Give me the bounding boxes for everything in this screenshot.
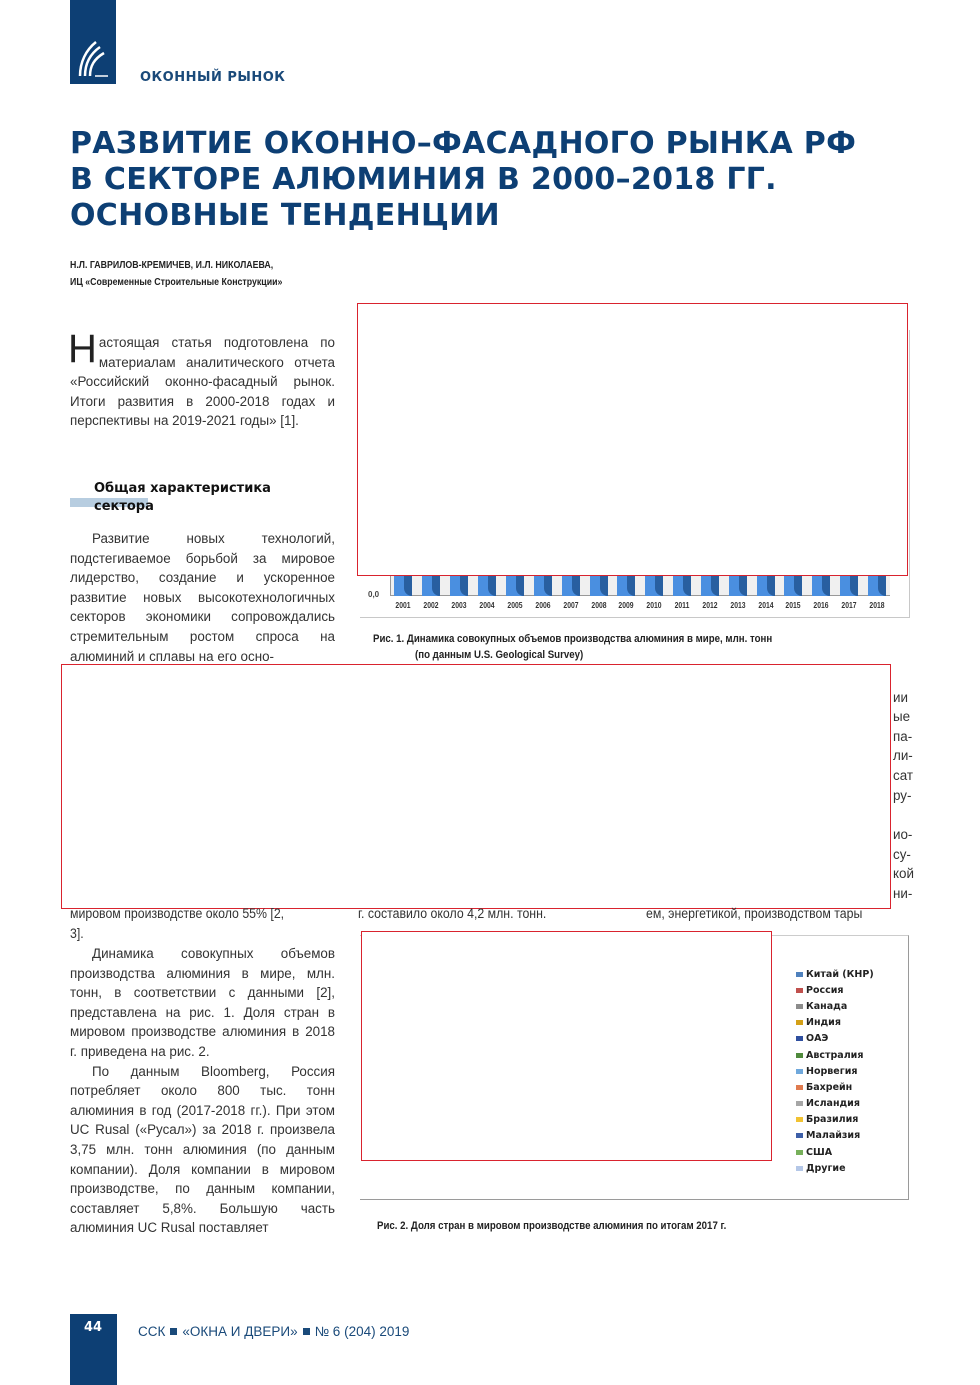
text-fragment: ые — [893, 709, 911, 724]
intro-text: астоящая статья подготовлена по материалам аналитического отчета «Российский оконно-фасадный рынок. Итоги развития в 2000-2018 годах и перспективы на 2019-2021 годы» [1]. — [70, 335, 335, 429]
legend-label: Австралия — [806, 1049, 864, 1061]
redacted-region — [357, 303, 908, 576]
page-number: 44 — [84, 1320, 103, 1335]
x-tick: 2003 — [451, 601, 467, 610]
legend-label: Индия — [806, 1017, 841, 1029]
chart-bar — [590, 576, 608, 596]
legend-swatch-icon — [796, 1133, 803, 1138]
paragraph-text: Динамика совокупных объемов производства алюминия в мире, млн. тонн, в соответствии с данными [2], представлена на рис. 1. Доля стран в мировом производстве алюминия в 2018 г. приведена на рис. 2. — [70, 946, 335, 1059]
legend-label: Бразилия — [806, 1114, 859, 1126]
x-tick: 2013 — [730, 601, 746, 610]
x-tick: 2014 — [758, 601, 774, 610]
body-paragraph-1 — [70, 529, 335, 664]
x-tick: 2018 — [869, 601, 885, 610]
section-subheading: Общая характеристика сектора — [94, 481, 271, 514]
legend-item — [796, 1031, 874, 1047]
text-fragment: ии — [893, 690, 908, 705]
issue-number: № 6 (204) 2019 — [314, 1324, 410, 1339]
legend-item — [796, 1047, 874, 1063]
chart-bar — [701, 576, 719, 596]
chart-bar — [394, 576, 412, 596]
chart-bar — [840, 576, 858, 596]
section-label: ОКОННЫЙ РЫНОК — [140, 70, 286, 85]
chart-bar — [562, 576, 580, 596]
legend-item — [796, 1015, 874, 1031]
legend-label: Канада — [806, 1000, 848, 1012]
legend-swatch-icon — [796, 1069, 803, 1074]
authors: Н.Л. ГАВРИЛОВ-КРЕМИЧЕВ, И.Л. НИКОЛАЕВА, — [70, 260, 274, 271]
x-tick: 2007 — [563, 601, 579, 610]
chart-bar — [617, 576, 635, 596]
chart-bar — [868, 576, 886, 596]
text-fragment: па- — [893, 729, 913, 744]
publication-info — [138, 1324, 409, 1339]
redacted-region — [61, 664, 891, 909]
legend-label: ОАЭ — [806, 1033, 829, 1045]
figure-1-caption: Рис. 1. Динамика совокупных объемов производства алюминия в мире, млн. тонн — [373, 633, 773, 645]
legend-swatch-icon — [796, 1004, 803, 1009]
x-tick: 2017 — [841, 601, 857, 610]
text-fragment: сат — [893, 768, 913, 783]
legend-item — [796, 1063, 874, 1079]
chart-bar — [422, 576, 440, 596]
legend-label: Исландия — [806, 1098, 860, 1110]
legend-swatch-icon — [796, 1117, 803, 1122]
legend-item — [796, 1096, 874, 1112]
legend-swatch-icon — [796, 972, 803, 977]
legend-item — [796, 966, 874, 982]
x-tick: 2012 — [702, 601, 718, 610]
legend-swatch-icon — [796, 1150, 803, 1155]
legend-swatch-icon — [796, 988, 803, 993]
paragraph-text: По данным Bloomberg, Россия потребляет около 800 тыс. тонн алюминия в год (2017-2018 гг.). При этом UC Rusal («Русал») за 2018 г. произвела 3,75 млн. тонн алюминия (по данным компании). Доля компании в мировом производстве, по данным компании, составляет 5,8%. Большую часть алюминия UC Rusal поставляет — [70, 1063, 335, 1236]
column-2-text-line: г. составило около 4,2 млн. тонн. — [358, 906, 547, 921]
legend-label: Бахрейн — [806, 1081, 853, 1093]
chart-bar — [506, 576, 524, 596]
x-tick: 2001 — [395, 601, 411, 610]
legend-label: Малайзия — [806, 1130, 861, 1142]
legend-item — [796, 1079, 874, 1095]
square-separator-icon — [303, 1328, 310, 1335]
text-fragment: кой — [893, 866, 914, 881]
affiliation: ИЦ «Современные Строительные Конструкции» — [70, 277, 283, 288]
legend-label: Норвегия — [806, 1065, 858, 1077]
text-fragment: ио- — [893, 827, 913, 842]
chart-bar — [812, 576, 830, 596]
legend-swatch-icon — [796, 1020, 803, 1025]
legend-swatch-icon — [796, 1085, 803, 1090]
text-fragment: ли- — [893, 748, 913, 763]
chart-bar — [757, 576, 775, 596]
legend-label: Другие — [806, 1162, 846, 1174]
text-fragment: ру- — [893, 788, 912, 803]
chart-bar — [673, 576, 691, 596]
publisher-name: ССК — [138, 1324, 166, 1339]
x-tick: 2006 — [535, 601, 551, 610]
magazine-logo — [70, 0, 116, 84]
intro-paragraph — [68, 327, 335, 431]
y-axis-tick: 0,0 — [368, 590, 380, 599]
legend-item — [796, 1112, 874, 1128]
x-tick: 2005 — [507, 601, 523, 610]
figure-2-caption: Рис. 2. Доля стран в мировом производстве алюминия по итогам 2017 г. — [377, 1220, 727, 1232]
title-line: ОСНОВНЫЕ ТЕНДЕНЦИИ — [70, 198, 500, 233]
x-tick: 2016 — [813, 601, 829, 610]
x-tick: 2004 — [479, 601, 495, 610]
legend-item — [796, 982, 874, 998]
legend-item — [796, 1144, 874, 1160]
chart-bar — [478, 576, 496, 596]
x-tick: 2015 — [785, 601, 801, 610]
chart-bar — [729, 576, 747, 596]
legend-label: США — [806, 1146, 833, 1158]
drop-cap: Н — [68, 327, 97, 371]
column-1-text-line: 3]. — [70, 926, 84, 941]
legend-item — [796, 1128, 874, 1144]
x-tick: 2009 — [618, 601, 634, 610]
legend-label: Россия — [806, 984, 844, 996]
chart-bar — [784, 576, 802, 596]
title-line: В СЕКТОРЕ АЛЮМИНИЯ В 2000–2018 ГГ. — [70, 162, 777, 197]
magazine-name: «ОКНА И ДВЕРИ» — [182, 1324, 298, 1339]
magazine-logo-icon — [76, 38, 110, 78]
x-tick: 2002 — [423, 601, 439, 610]
legend-item — [796, 1160, 874, 1176]
chart-bar — [645, 576, 663, 596]
paragraph-text: Развитие новых технологий, подстегиваемое борьбой за мировое лидерство, создание и ускоренное развитие новых высокотехнологичных секторов экономики сопровождались стремительным ростом спроса на алюминий и сплавы на его осно- — [70, 531, 335, 664]
x-tick: 2008 — [591, 601, 607, 610]
chart-bar — [450, 576, 468, 596]
redacted-region — [361, 931, 772, 1161]
figure-1-caption-source: (по данным U.S. Geological Survey) — [415, 649, 584, 661]
title-line: РАЗВИТИЕ ОКОННО–ФАСАДНОГО РЫНКА РФ — [70, 126, 857, 161]
text-fragment: ни- — [893, 886, 913, 901]
legend-swatch-icon — [796, 1166, 803, 1171]
chart-bar — [534, 576, 552, 596]
article-title — [70, 126, 870, 234]
legend-item — [796, 998, 874, 1014]
body-paragraph-2 — [70, 944, 335, 1238]
legend-label: Китай (КНР) — [806, 968, 874, 980]
column-3-text-line: ем, энергетикой, производством тары — [646, 906, 863, 921]
x-tick: 2010 — [646, 601, 662, 610]
legend-swatch-icon — [796, 1101, 803, 1106]
column-1-text-line: мировом производстве около 55% [2, — [70, 906, 285, 921]
text-fragment: су- — [893, 847, 911, 862]
figure-2-legend — [796, 966, 874, 1176]
square-separator-icon — [170, 1328, 177, 1335]
author-block — [70, 257, 311, 291]
x-tick: 2011 — [674, 601, 690, 610]
legend-swatch-icon — [796, 1053, 803, 1058]
legend-swatch-icon — [796, 1036, 803, 1041]
